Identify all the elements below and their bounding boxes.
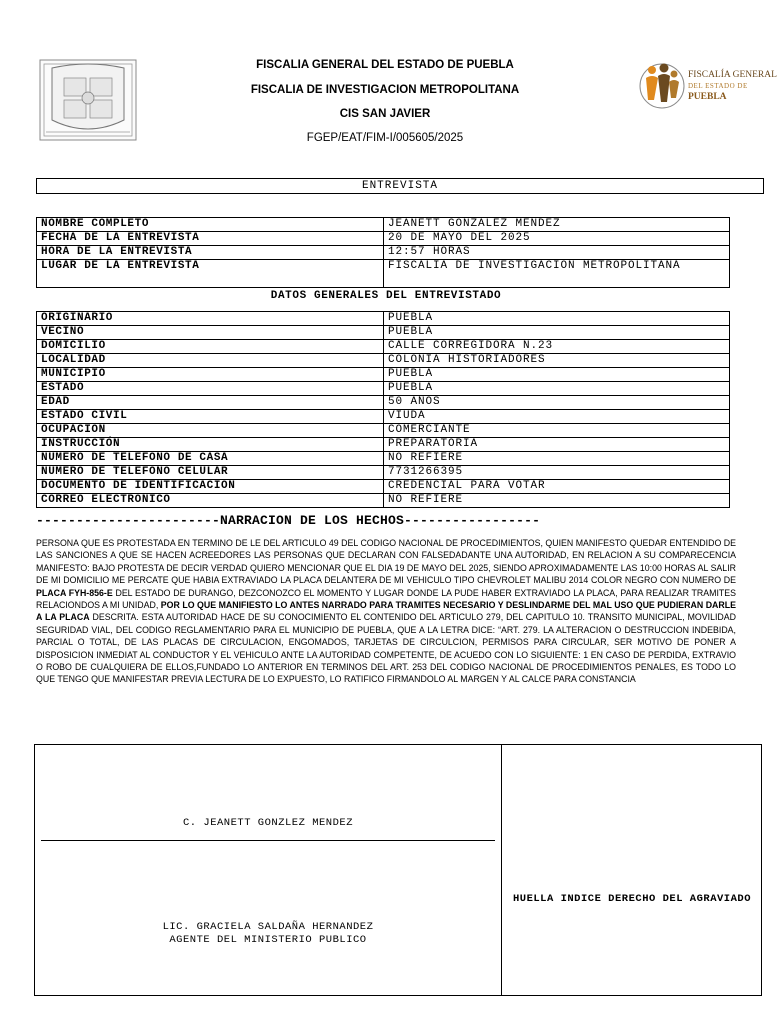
section-title: ENTREVISTA bbox=[36, 178, 764, 194]
table-row bbox=[37, 382, 730, 396]
field-value: PUEBLA bbox=[384, 382, 730, 396]
field-label: DOMICILIO bbox=[37, 340, 384, 354]
table-row bbox=[37, 232, 730, 246]
narration-part-3: DESCRITA. ESTA AUTORIDAD HACE DE SU CONOCIMIENTO EL CONTENIDO DEL ARTICULO 279, DEL CAPITULO 10. TRANSITO MUNICIPAL, MOVILIDAD SEGURIDAD VIAL, DEL CODIGO REGLAMENTARIO PARA EL MUNICIPIO DE PUEBLA, QUE A LA LETRA DICE: “ART. 279. LA ALTERACION O DESTRUCCION INDEBIDA, PARCIAL O TOTAL, DE LAS PLACAS DE CIRCULACION, ENGOMADOS, TARJETAS DE CIRCULCION, PERMISOS PARA CIRCULAR, SER MOTIVO DE PONER A DISPOSICION INMEDIAT AL CONDUCTOR Y EL VEHICULO ANTE LA AUTORIDAD COMPETENTE, DE ACUEDO CON LO SIGUIENTE: 1 EN CASO DE PERDIDA, EXTRAVIO O ROBO DE CUALQUIERA DE ELLOS,FUNDADO LO ANTERIOR EN TERMINOS DEL ART. 253 DEL CODIGO NACIONAL DE PROCEDIMIENTOS PENALES, ES TODO LO QUE TENGO QUE MANIFESTAR PREVIA LECTURA DE LO EXPUESTO, LO RATIFICO FIRMANDOLO AL MARGEN Y AL CALCE PARA CONSTANCIA bbox=[36, 612, 736, 685]
field-label: ORIGINARIO bbox=[37, 312, 384, 326]
table-row bbox=[37, 466, 730, 480]
field-label: NUMERO DE TELEFONO DE CASA bbox=[37, 452, 384, 466]
agent-name: LIC. GRACIELA SALDAÑA HERNANDEZ bbox=[162, 921, 374, 933]
field-value: NO REFIERE bbox=[384, 452, 730, 466]
field-label: LUGAR DE LA ENTREVISTA bbox=[37, 260, 384, 288]
header-institution: FISCALIA GENERAL DEL ESTADO DE PUEBLA bbox=[256, 59, 514, 71]
field-label: CORREO ELECTRONICO bbox=[37, 494, 384, 508]
field-label: NOMBRE COMPLETO bbox=[37, 218, 384, 232]
narration-plate: PLACA FYH-856-E bbox=[36, 587, 113, 598]
logo-line-3: PUEBLA bbox=[688, 92, 727, 102]
field-value: VIUDA bbox=[384, 410, 730, 424]
table-row bbox=[37, 410, 730, 424]
field-label: ESTADO CIVIL bbox=[37, 410, 384, 424]
field-value: 20 DE MAYO DEL 2025 bbox=[384, 232, 730, 246]
field-value: PREPARATORIA bbox=[384, 438, 730, 452]
interviewee-name: C. JEANETT GONZLEZ MENDEZ bbox=[182, 817, 354, 829]
logo-line-1: FISCALÍA GENERAL bbox=[688, 70, 777, 80]
general-data-title: DATOS GENERALES DEL ENTREVISTADO bbox=[270, 290, 502, 302]
field-value: PUEBLA bbox=[384, 326, 730, 340]
table-row bbox=[37, 260, 730, 288]
field-label: ESTADO bbox=[37, 382, 384, 396]
table-row bbox=[37, 438, 730, 452]
field-value: 12:57 HORAS bbox=[384, 246, 730, 260]
header-unit: FISCALIA DE INVESTIGACION METROPOLITANA bbox=[250, 84, 520, 96]
table-row bbox=[37, 340, 730, 354]
signature-divider bbox=[501, 745, 502, 995]
narration-part-2: DEL ESTADO DE DURANGO, DEZCONOZCO EL MOMENTO Y LUGAR DONDE LA PUDE HABER EXTRAVIADO LA PLACA, PARA REALIZAR TRAMITES RELACIONDOS A MI UNIDAD, bbox=[36, 587, 736, 611]
table-row bbox=[37, 246, 730, 260]
header-center: CIS SAN JAVIER bbox=[339, 108, 431, 120]
agent-title: AGENTE DEL MINISTERIO PUBLICO bbox=[169, 934, 367, 946]
seal-icon bbox=[38, 58, 138, 142]
field-value: CREDENCIAL PARA VOTAR bbox=[384, 480, 730, 494]
narration-text bbox=[36, 537, 736, 686]
field-label: LOCALIDAD bbox=[37, 354, 384, 368]
field-value: CALLE CORREGIDORA N.23 bbox=[384, 340, 730, 354]
field-value: JEANETT GONZALEZ MENDEZ bbox=[384, 218, 730, 232]
interview-table bbox=[36, 217, 730, 288]
state-seal bbox=[38, 58, 138, 142]
field-value: 7731266395 bbox=[384, 466, 730, 480]
field-label: EDAD bbox=[37, 396, 384, 410]
narration-part-1: PERSONA QUE ES PROTESTADA EN TERMINO DE LE DEL ARTICULO 49 DEL CODIGO NACIONAL DE PROCEDIMIENTOS, QUIEN MANIFESTO QUEDAR ENTENDIDO DE LAS SANCIONES A QUE SE HACEN ACREEDORES LAS PERSONAS QUE DECLARAN CON FALSEDADANTE UNA AUTORIDAD, EN RELACION A SU COMPARECENCIA MANIFESTO: BAJO PROTESTA DE DECIR VERDAD QUIERO MENCIONAR QUE EL DIA 19 DE MAYO DEL 2025, SIENDO APROXIMADAMENTE LAS 10:00 HORAS AL SALIR DE MI DOMICILIO ME PERCATE QUE HABIA EXTRAVIADO LA PLACA DELANTERA DE MI VEHICULO TIPO CHEVROLET MALIBU 2014 COLOR NEGRO CON NUMERO DE bbox=[36, 538, 736, 586]
signature-box bbox=[34, 744, 762, 996]
field-value: PUEBLA bbox=[384, 368, 730, 382]
field-value: COMERCIANTE bbox=[384, 424, 730, 438]
field-label: DOCUMENTO DE IDENTIFICACION bbox=[37, 480, 384, 494]
field-label: OCUPACION bbox=[37, 424, 384, 438]
logo-line-2: DEL ESTADO DE bbox=[688, 82, 748, 90]
narration-statement: POR LO QUE MANIFIESTO LO ANTES NARRADO PARA TRAMITES NECESARIO Y DESLINDARME DEL MAL USO QUE PUDIERAN DARLE A LA PLACA bbox=[36, 600, 736, 623]
field-value: 50 AÑOS bbox=[384, 396, 730, 410]
table-row bbox=[37, 312, 730, 326]
narration-title: -----------------------NARRACION DE LOS HECHOS----------------- bbox=[36, 513, 541, 528]
table-row bbox=[37, 424, 730, 438]
field-label: INSTRUCCIÓN bbox=[37, 438, 384, 452]
field-value: COLONIA HISTORIADORES bbox=[384, 354, 730, 368]
header-file-number: FGEP/EAT/FIM-I/005605/2025 bbox=[306, 132, 464, 144]
field-label: NUMERO DE TELEFONO CELULAR bbox=[37, 466, 384, 480]
agent-block bbox=[35, 921, 501, 947]
table-row bbox=[37, 326, 730, 340]
field-value: PUEBLA bbox=[384, 312, 730, 326]
table-row bbox=[37, 494, 730, 508]
fiscalia-logo bbox=[636, 56, 777, 112]
field-label: VECINO bbox=[37, 326, 384, 340]
table-row bbox=[37, 480, 730, 494]
table-row bbox=[37, 452, 730, 466]
table-row bbox=[37, 396, 730, 410]
table-row bbox=[37, 354, 730, 368]
people-logo-icon bbox=[636, 56, 688, 112]
field-label: MUNICIPIO bbox=[37, 368, 384, 382]
field-label: HORA DE LA ENTREVISTA bbox=[37, 246, 384, 260]
field-value: NO REFIERE bbox=[384, 494, 730, 508]
general-data-table bbox=[36, 311, 730, 508]
signature-line bbox=[41, 840, 495, 841]
logo-text bbox=[688, 70, 777, 103]
field-label: FECHA DE LA ENTREVISTA bbox=[37, 232, 384, 246]
field-value: FISCALIA DE INVESTIGACION METROPOLITANA bbox=[384, 260, 730, 288]
table-row bbox=[37, 218, 730, 232]
table-row bbox=[37, 368, 730, 382]
fingerprint-label: HUELLA INDICE DERECHO DEL AGRAVIADO bbox=[512, 893, 752, 905]
